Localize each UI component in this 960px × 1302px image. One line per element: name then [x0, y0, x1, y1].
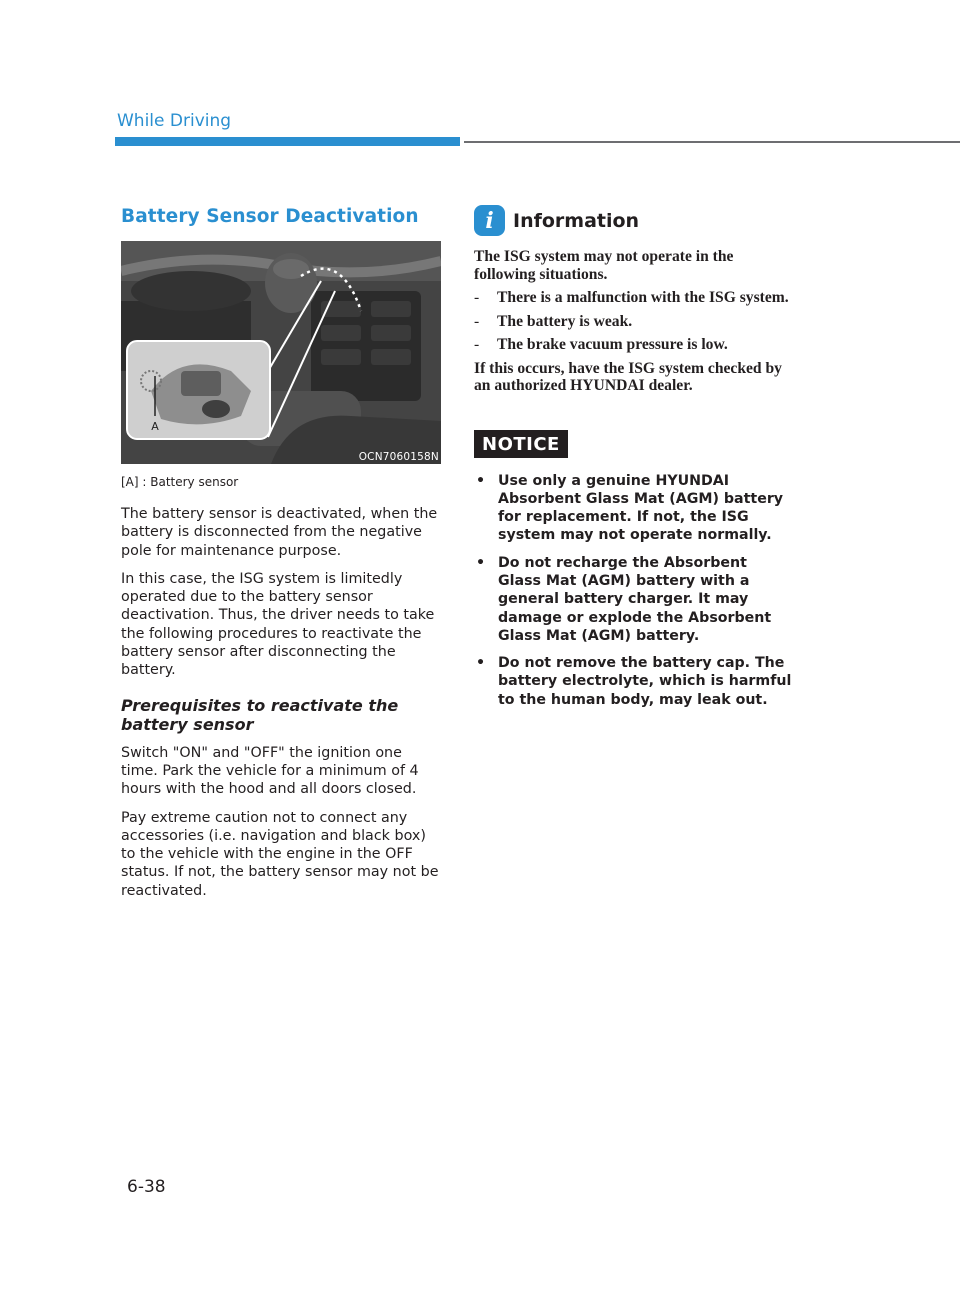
list-item-text: The brake vacuum pressure is low.: [497, 336, 728, 353]
section-title: Battery Sensor Deactivation: [121, 206, 419, 227]
list-item: [474, 313, 794, 331]
information-outro: If this occurs, have the ISG system checked by an authorized HYUNDAI dealer.: [474, 359, 782, 394]
header-section-title: While Driving: [117, 111, 232, 131]
figure-caption: [A] : Battery sensor: [121, 475, 239, 489]
left-column: [121, 206, 443, 910]
list-item-text: Do not remove the battery cap. The battery electrolyte, which is harmful to the human body, may leak out.: [498, 655, 792, 708]
list-item: [474, 472, 794, 545]
list-item-text: There is a malfunction with the ISG system.: [497, 289, 789, 306]
paragraph: In this case, the ISG system is limitedly operated due to the battery sensor deactivation. Thus, the driver needs to take the following procedures to reactivate the battery sensor after disconnecting the battery.: [121, 570, 435, 679]
information-title: Information: [513, 209, 640, 232]
callout-label: A: [151, 420, 159, 433]
engine-bay-photo: [121, 241, 441, 464]
dash-marker: -: [474, 289, 480, 306]
list-item: [474, 654, 794, 709]
bullet-marker: •: [476, 472, 486, 489]
header-rule-accent: [115, 137, 460, 146]
bullet-marker: •: [476, 554, 486, 571]
list-item: [474, 336, 794, 354]
info-icon: i: [474, 205, 505, 236]
header-rule: [464, 141, 960, 143]
dash-marker: -: [474, 336, 480, 353]
bullet-marker: •: [476, 655, 486, 672]
information-header: [474, 205, 794, 236]
notice-badge: NOTICE: [474, 430, 568, 458]
list-item: [474, 289, 794, 307]
list-item-text: Do not recharge the Absorbent Glass Mat (AGM) battery with a general battery charger. It may damage or explode the Absorbent Glass Mat (AGM) battery.: [498, 554, 772, 644]
engine-bay-illustration: [121, 241, 441, 464]
right-column: [474, 205, 794, 718]
list-item-text: The battery is weak.: [497, 312, 633, 330]
paragraph: Switch "ON" and "OFF" the ignition one time. Park the vehicle for a minimum of 4 hours with the hood and all doors closed.: [121, 744, 419, 798]
dash-marker: -: [474, 312, 480, 330]
information-list: [474, 289, 794, 354]
paragraph: Pay extreme caution not to connect any accessories (i.e. navigation and black box) to the vehicle with the engine in the OFF status. If not, the battery sensor may not be reactivated.: [121, 809, 439, 899]
subsection-heading: Prerequisites to reactivate the battery sensor: [121, 695, 399, 734]
information-intro: The ISG system may not operate in the following situations.: [474, 248, 734, 283]
notice-list: [474, 472, 794, 710]
figure-code: OCN7060158N: [358, 451, 439, 463]
paragraph: The battery sensor is deactivated, when the battery is disconnected from the negative pole for maintenance purpose.: [121, 506, 438, 559]
list-item: [474, 554, 794, 645]
page-number: 6-38: [127, 1177, 166, 1197]
list-item-text: Use only a genuine HYUNDAI Absorbent Glass Mat (AGM) battery for replacement. If not, the ISG system may not operate normally.: [498, 472, 784, 544]
